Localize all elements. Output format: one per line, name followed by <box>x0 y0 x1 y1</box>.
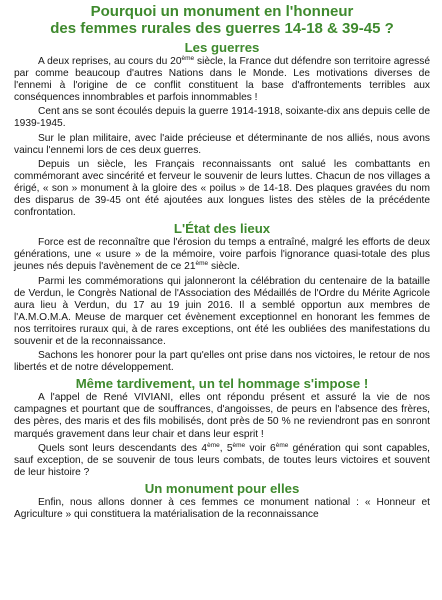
guerres-paragraph-1 <box>14 56 430 104</box>
superscript: ème <box>232 441 246 449</box>
text-run: , 5 <box>219 442 233 454</box>
title-line-1: Pourquoi un monument en l'honneur <box>90 3 354 20</box>
monument-paragraph-1: Enfin, nous allons donner à ces femmes ce monument national : « Honneur et Agriculture » qui constituera la matérialisation de la reconnaissance <box>14 496 430 520</box>
superscript: ème <box>181 55 195 62</box>
etat-paragraph-2: Parmi les commémorations qui jalonneront la célébration du centenaire de la bataille de Verdun, le Congrès National de l'Association des Médaillés de l'Ordre du Mérite Agricole aura lieu à Verdun, du 17 au 19 juin 2016. Il a semblé opportun aux membres de l'A.M.O.M.A. Meuse de marquer cet évènement exceptionnel en honorant les femmes de nos territoires ruraux qui, à de rares exceptions, ont été les oubliées des manifestations du souvenir et de la reconnaissance. <box>14 275 430 347</box>
text-run: voir 6 <box>245 442 276 454</box>
guerres-paragraph-4: Depuis un siècle, les Français reconnaissants ont salué les combattants en commémorant avec sincérité et ferveur le souvenir de leurs luttes. Chacun de nos villages a érigé, « son » monument à la gloire des « poilus » de 14-18. Des plaques gravées du nom des disparus de 39-45 ont été ajoutées aux longues listes des stèles de la précédente confrontation. <box>14 158 430 219</box>
section-heading-guerres: Les guerres <box>184 40 260 55</box>
text-run: siècle, la France dut défendre son territoire agressé par comme beaucoup d'autres Nations dans le Monde. Les motivations diverses de l'ennemi à l'origine de ce conflit constituent la base d'affrontements terribles aux conséquences innombrables et parfois innommables ! <box>14 56 430 104</box>
title-line-2: des femmes rurales des guerres 14-18 & 39-45 ? <box>50 20 394 37</box>
superscript: ème <box>195 260 209 268</box>
text-run: génération qui sont capables, sauf exception, de se souvenir de tous leurs combats, de toutes leurs victoires et souvent de leur histoire ? <box>14 442 431 478</box>
hommage-paragraph-1: A l'appel de René VIVIANI, elles ont répondu présent et assuré la vie de nos campagnes et pourtant que de souffrances, d'angoisses, de peurs en l'absence des frères, des pères, des maris et des fils mobilisés, dont près de 50 % ne reviendront pas en sonront marqués gravement dans leur chair et dans leur esprit ! <box>14 392 430 440</box>
etat-paragraph-3: Sachons les honorer pour la part qu'elles ont prise dans nos victoires, le retour de nos libertés et de notre développement. <box>14 350 430 374</box>
section-heading-etat: L'État des lieux <box>173 221 271 237</box>
text-run: siècle. <box>208 261 240 273</box>
guerres-paragraph-2: Cent ans se sont écoulés depuis la guerre 1914-1918, soixante-dix ans depuis celle de 1939-1945. <box>14 106 430 130</box>
superscript: ème <box>275 441 289 449</box>
section-heading-hommage: Même tardivement, un tel hommage s'impose ! <box>75 376 369 392</box>
text-run: Force est de reconnaître que l'érosion du temps a entraîné, malgré les efforts de deux générations, une « usure » de la mémoire, voire parfois l'ignorance quasi-totale des plus jeunes nés depuis l'avènement de ce 21 <box>14 237 430 273</box>
hommage-paragraph-2 <box>14 443 430 479</box>
guerres-paragraph-3: Sur le plan militaire, avec l'aide précieuse et déterminante de nos alliés, nous avons vaincu l'ennemi lors de ces deux guerres. <box>14 132 430 156</box>
page-title <box>14 3 430 37</box>
etat-paragraph-1 <box>14 237 430 273</box>
superscript: ème <box>207 441 220 449</box>
section-heading-monument: Un monument pour elles <box>144 480 300 496</box>
text-run: A deux reprises, au cours du 20 <box>38 56 182 67</box>
text-run: Quels sont leurs descendants des 4 <box>38 442 208 454</box>
